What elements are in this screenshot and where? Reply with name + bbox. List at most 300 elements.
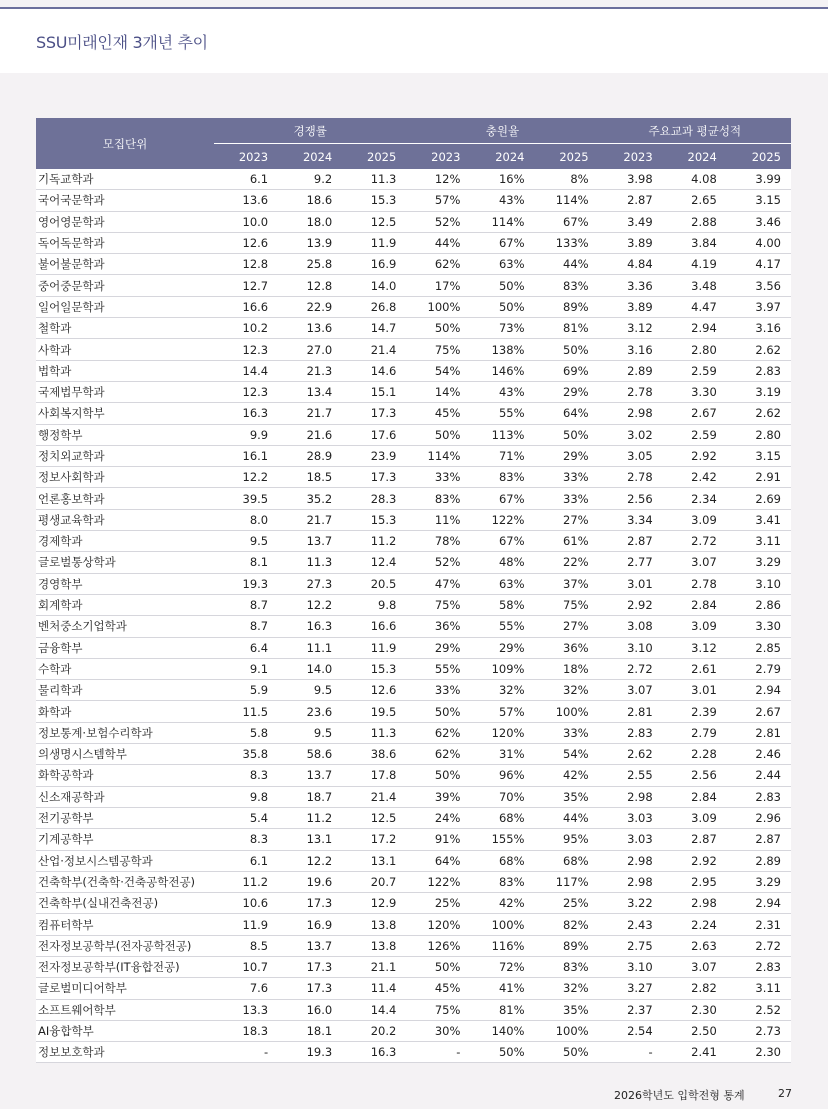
table-cell: 146% xyxy=(470,360,534,381)
department-name: 전기공학부 xyxy=(36,807,214,828)
table-row xyxy=(36,658,791,679)
table-cell: 3.05 xyxy=(599,445,663,466)
table-cell: 2.80 xyxy=(727,424,791,445)
table-cell: 2.63 xyxy=(663,935,727,956)
table-cell: 67% xyxy=(470,531,534,552)
table-cell: 21.1 xyxy=(342,956,406,977)
department-name: 글로벌미디어학부 xyxy=(36,978,214,999)
table-cell: 2.30 xyxy=(663,999,727,1020)
table-cell: 3.89 xyxy=(599,232,663,253)
table-cell: 28.3 xyxy=(342,488,406,509)
department-name: 신소재공학과 xyxy=(36,786,214,807)
table-cell: 36% xyxy=(406,616,470,637)
table-cell: 3.08 xyxy=(599,616,663,637)
department-name: 정보사회학과 xyxy=(36,467,214,488)
department-name: 회계학과 xyxy=(36,594,214,615)
table-cell: 8.7 xyxy=(214,594,278,615)
table-cell: 3.07 xyxy=(599,680,663,701)
table-cell: 18.1 xyxy=(278,1020,342,1041)
table-cell: 2.83 xyxy=(599,722,663,743)
table-cell: 12.8 xyxy=(214,254,278,275)
table-cell: 16.6 xyxy=(214,296,278,317)
table-cell: 16.9 xyxy=(278,914,342,935)
department-name: 화학과 xyxy=(36,701,214,722)
table-cell: 14.0 xyxy=(278,658,342,679)
department-name: 수학과 xyxy=(36,658,214,679)
table-cell: 15.1 xyxy=(342,381,406,402)
table-cell: 67% xyxy=(470,232,534,253)
group-header-fill-rate: 충원율 xyxy=(406,118,598,144)
table-cell: 2.78 xyxy=(599,381,663,402)
table-cell: 30% xyxy=(406,1020,470,1041)
department-name: 건축학부(실내건축전공) xyxy=(36,893,214,914)
table-cell: 2.98 xyxy=(599,871,663,892)
table-cell: 2.37 xyxy=(599,999,663,1020)
table-cell: 50% xyxy=(406,318,470,339)
table-cell: 114% xyxy=(406,445,470,466)
table-cell: 15.3 xyxy=(342,658,406,679)
table-cell: 14% xyxy=(406,381,470,402)
department-name: 경영학부 xyxy=(36,573,214,594)
table-cell: 27.3 xyxy=(278,573,342,594)
table-cell: 2.89 xyxy=(599,360,663,381)
table-cell: 10.7 xyxy=(214,956,278,977)
page-title: SSU미래인재 3개년 추이 xyxy=(36,33,208,52)
table-cell: 9.5 xyxy=(214,531,278,552)
table-cell: 81% xyxy=(470,999,534,1020)
table-cell: 17.3 xyxy=(342,403,406,424)
table-cell: 89% xyxy=(535,296,599,317)
table-cell: 2.92 xyxy=(663,850,727,871)
table-cell: 96% xyxy=(470,765,534,786)
table-cell: 4.19 xyxy=(663,254,727,275)
department-name: 글로벌통상학과 xyxy=(36,552,214,573)
table-cell: 3.99 xyxy=(727,169,791,190)
table-row xyxy=(36,573,791,594)
table-cell: 13.9 xyxy=(278,232,342,253)
table-row xyxy=(36,381,791,402)
department-name: 물리학과 xyxy=(36,680,214,701)
table-cell: 12.3 xyxy=(214,381,278,402)
table-cell: 2.94 xyxy=(727,680,791,701)
table-cell: 113% xyxy=(470,424,534,445)
table-cell: 44% xyxy=(535,807,599,828)
table-row xyxy=(36,403,791,424)
table-cell: 18.5 xyxy=(278,467,342,488)
table-cell: 3.22 xyxy=(599,893,663,914)
table-cell: 2.56 xyxy=(663,765,727,786)
table-body xyxy=(36,169,791,1063)
table-cell: 2.39 xyxy=(663,701,727,722)
table-cell: 117% xyxy=(535,871,599,892)
table-cell: 50% xyxy=(470,296,534,317)
table-cell: 38.6 xyxy=(342,744,406,765)
table-cell: 3.48 xyxy=(663,275,727,296)
admission-stats-table xyxy=(36,118,791,1063)
table-cell: 9.5 xyxy=(278,680,342,701)
table-cell: 2.62 xyxy=(727,403,791,424)
table-cell: 83% xyxy=(535,275,599,296)
table-cell: 3.30 xyxy=(727,616,791,637)
table-cell: 2.59 xyxy=(663,424,727,445)
table-cell: 27% xyxy=(535,616,599,637)
table-row xyxy=(36,190,791,211)
table-row xyxy=(36,211,791,232)
table-cell: 12.4 xyxy=(342,552,406,573)
page-number: 27 xyxy=(778,1087,792,1100)
table-cell: 13.4 xyxy=(278,381,342,402)
table-cell: 89% xyxy=(535,935,599,956)
department-name: 국제법무학과 xyxy=(36,381,214,402)
table-cell: 50% xyxy=(406,701,470,722)
table-cell: 2.44 xyxy=(727,765,791,786)
table-cell: 57% xyxy=(406,190,470,211)
table-cell: 14.4 xyxy=(214,360,278,381)
table-cell: 2.31 xyxy=(727,914,791,935)
table-cell: 9.8 xyxy=(342,594,406,615)
table-cell: 3.07 xyxy=(663,956,727,977)
table-row xyxy=(36,978,791,999)
table-cell: 62% xyxy=(406,744,470,765)
table-cell: 100% xyxy=(535,1020,599,1041)
table-cell: 43% xyxy=(470,381,534,402)
table-cell: 2.50 xyxy=(663,1020,727,1041)
table-cell: 39.5 xyxy=(214,488,278,509)
table-cell: 29% xyxy=(406,637,470,658)
table-cell: 18.0 xyxy=(278,211,342,232)
table-cell: 13.7 xyxy=(278,531,342,552)
table-row xyxy=(36,169,791,190)
table-cell: 122% xyxy=(470,509,534,530)
table-cell: 72% xyxy=(470,956,534,977)
table-cell: 2.87 xyxy=(663,829,727,850)
table-row xyxy=(36,744,791,765)
table-cell: 3.15 xyxy=(727,445,791,466)
department-name: 불어불문학과 xyxy=(36,254,214,275)
table-cell: 62% xyxy=(406,254,470,275)
table-cell: 16.1 xyxy=(214,445,278,466)
table-cell: 13.6 xyxy=(214,190,278,211)
table-cell: 2.73 xyxy=(727,1020,791,1041)
table-cell: 3.84 xyxy=(663,232,727,253)
table-row xyxy=(36,531,791,552)
table-cell: 9.5 xyxy=(278,722,342,743)
table-cell: 37% xyxy=(535,573,599,594)
table-cell: 2.92 xyxy=(599,594,663,615)
table-row xyxy=(36,232,791,253)
table-cell: 2.59 xyxy=(663,360,727,381)
table-cell: 26.8 xyxy=(342,296,406,317)
table-cell: 16.3 xyxy=(278,616,342,637)
table-cell: 2.72 xyxy=(599,658,663,679)
year-header: 2023 xyxy=(406,144,470,170)
table-cell: 2.42 xyxy=(663,467,727,488)
table-row xyxy=(36,360,791,381)
year-header: 2024 xyxy=(470,144,534,170)
table-cell: 126% xyxy=(406,935,470,956)
table-cell: 14.6 xyxy=(342,360,406,381)
table-cell: 2.34 xyxy=(663,488,727,509)
table-cell: 5.8 xyxy=(214,722,278,743)
table-row xyxy=(36,722,791,743)
table-cell: 2.95 xyxy=(663,871,727,892)
department-name: 평생교육학과 xyxy=(36,509,214,530)
table-cell: 63% xyxy=(470,254,534,275)
footer-text: 2026학년도 입학전형 통계 xyxy=(614,1089,745,1102)
table-cell: 2.77 xyxy=(599,552,663,573)
table-cell: 17% xyxy=(406,275,470,296)
table-cell: 20.7 xyxy=(342,871,406,892)
table-row xyxy=(36,701,791,722)
department-name: 소프트웨어학부 xyxy=(36,999,214,1020)
table-cell: 3.29 xyxy=(727,871,791,892)
table-cell: 2.91 xyxy=(727,467,791,488)
table-cell: 9.2 xyxy=(278,169,342,190)
table-cell: 70% xyxy=(470,786,534,807)
table-cell: 2.67 xyxy=(727,701,791,722)
table-cell: 18.3 xyxy=(214,1020,278,1041)
table-cell: 45% xyxy=(406,978,470,999)
table-cell: 2.85 xyxy=(727,637,791,658)
table-cell: 3.15 xyxy=(727,190,791,211)
table-cell: 71% xyxy=(470,445,534,466)
table-cell: 2.78 xyxy=(599,467,663,488)
department-name: 중어중문학과 xyxy=(36,275,214,296)
table-cell: 68% xyxy=(470,850,534,871)
year-header: 2024 xyxy=(663,144,727,170)
department-name: 건축학부(건축학·건축공학전공) xyxy=(36,871,214,892)
table-cell: 19.5 xyxy=(342,701,406,722)
table-cell: 3.10 xyxy=(727,573,791,594)
table-cell: 3.01 xyxy=(599,573,663,594)
table-cell: 45% xyxy=(406,403,470,424)
table-row xyxy=(36,850,791,871)
table-cell: 27% xyxy=(535,509,599,530)
table-cell: 64% xyxy=(535,403,599,424)
table-cell: 3.03 xyxy=(599,829,663,850)
table-cell: 55% xyxy=(406,658,470,679)
table-cell: 21.3 xyxy=(278,360,342,381)
table-cell: 3.09 xyxy=(663,616,727,637)
table-cell: 24% xyxy=(406,807,470,828)
table-cell: 3.98 xyxy=(599,169,663,190)
table-cell: 50% xyxy=(470,1042,534,1063)
table-cell: 2.75 xyxy=(599,935,663,956)
department-name: 철학과 xyxy=(36,318,214,339)
table-cell: 11.2 xyxy=(342,531,406,552)
table-cell: 8.0 xyxy=(214,509,278,530)
table-cell: 64% xyxy=(406,850,470,871)
table-cell: 95% xyxy=(535,829,599,850)
table-row xyxy=(36,318,791,339)
table-cell: 8.5 xyxy=(214,935,278,956)
table-cell: 57% xyxy=(470,701,534,722)
table-cell: 100% xyxy=(535,701,599,722)
table-cell: 2.87 xyxy=(727,829,791,850)
table-cell: - xyxy=(214,1042,278,1063)
table-row xyxy=(36,275,791,296)
department-name: 행정학부 xyxy=(36,424,214,445)
table-cell: 19.3 xyxy=(278,1042,342,1063)
department-name: 기계공학부 xyxy=(36,829,214,850)
table-cell: 3.29 xyxy=(727,552,791,573)
department-name: AI융합학부 xyxy=(36,1020,214,1041)
table-cell: 16.0 xyxy=(278,999,342,1020)
table-cell: 2.72 xyxy=(727,935,791,956)
table-cell: 2.98 xyxy=(663,893,727,914)
table-cell: 155% xyxy=(470,829,534,850)
table-row xyxy=(36,935,791,956)
table-cell: 21.4 xyxy=(342,339,406,360)
table-cell: 12.3 xyxy=(214,339,278,360)
table-cell: 73% xyxy=(470,318,534,339)
table-cell: 2.81 xyxy=(599,701,663,722)
table-cell: 11.2 xyxy=(214,871,278,892)
department-name: 금융학부 xyxy=(36,637,214,658)
table-row xyxy=(36,786,791,807)
table-cell: 16.9 xyxy=(342,254,406,275)
table-cell: 13.6 xyxy=(278,318,342,339)
table-cell: 29% xyxy=(535,445,599,466)
table-cell: 48% xyxy=(470,552,534,573)
table-cell: 6.1 xyxy=(214,850,278,871)
table-cell: 50% xyxy=(470,275,534,296)
table-cell: 44% xyxy=(406,232,470,253)
table-cell: 6.4 xyxy=(214,637,278,658)
table-cell: 41% xyxy=(470,978,534,999)
table-cell: 58.6 xyxy=(278,744,342,765)
table-row xyxy=(36,1020,791,1041)
table-row xyxy=(36,616,791,637)
table-cell: 2.84 xyxy=(663,786,727,807)
table-cell: 17.2 xyxy=(342,829,406,850)
table-cell: 3.97 xyxy=(727,296,791,317)
table-cell: 13.1 xyxy=(342,850,406,871)
table-cell: 29% xyxy=(470,637,534,658)
table-cell: 11.9 xyxy=(342,637,406,658)
table-cell: - xyxy=(599,1042,663,1063)
table-cell: 50% xyxy=(535,339,599,360)
table-cell: 116% xyxy=(470,935,534,956)
table-cell: 3.12 xyxy=(599,318,663,339)
table-row xyxy=(36,999,791,1020)
table-row xyxy=(36,637,791,658)
table-cell: 2.98 xyxy=(599,403,663,424)
table-cell: 14.4 xyxy=(342,999,406,1020)
table-cell: 14.7 xyxy=(342,318,406,339)
table-cell: 3.89 xyxy=(599,296,663,317)
table-cell: 5.4 xyxy=(214,807,278,828)
table-cell: 21.6 xyxy=(278,424,342,445)
table-cell: 2.79 xyxy=(727,658,791,679)
table-cell: 33% xyxy=(535,722,599,743)
table-cell: 83% xyxy=(470,467,534,488)
table-cell: 17.3 xyxy=(278,956,342,977)
table-cell: 20.2 xyxy=(342,1020,406,1041)
table-cell: 50% xyxy=(406,424,470,445)
table-cell: 20.5 xyxy=(342,573,406,594)
table-row xyxy=(36,509,791,530)
table-cell: 3.03 xyxy=(599,807,663,828)
unit-header: 모집단위 xyxy=(36,118,214,169)
table-cell: 13.7 xyxy=(278,935,342,956)
table-row xyxy=(36,956,791,977)
table-cell: 31% xyxy=(470,744,534,765)
table-cell: 43% xyxy=(470,190,534,211)
table-cell: 23.9 xyxy=(342,445,406,466)
table-cell: 12.2 xyxy=(278,594,342,615)
table-cell: 39% xyxy=(406,786,470,807)
department-name: 언론홍보학과 xyxy=(36,488,214,509)
department-name: 정보통계·보험수리학과 xyxy=(36,722,214,743)
table-cell: 7.6 xyxy=(214,978,278,999)
table-cell: 83% xyxy=(535,956,599,977)
table-cell: 67% xyxy=(470,488,534,509)
table-cell: 2.94 xyxy=(727,893,791,914)
table-cell: 3.09 xyxy=(663,509,727,530)
table-cell: 3.07 xyxy=(663,552,727,573)
table-cell: 68% xyxy=(535,850,599,871)
table-cell: 3.49 xyxy=(599,211,663,232)
table-cell: 2.81 xyxy=(727,722,791,743)
table-cell: 33% xyxy=(535,488,599,509)
table-cell: 54% xyxy=(535,744,599,765)
table-row xyxy=(36,594,791,615)
year-header: 2023 xyxy=(214,144,278,170)
table-cell: 9.1 xyxy=(214,658,278,679)
table-cell: 3.11 xyxy=(727,531,791,552)
table-row xyxy=(36,552,791,573)
table-cell: 4.47 xyxy=(663,296,727,317)
table-cell: 3.36 xyxy=(599,275,663,296)
year-header: 2024 xyxy=(278,144,342,170)
table-row xyxy=(36,339,791,360)
table-cell: 36% xyxy=(535,637,599,658)
table-cell: 109% xyxy=(470,658,534,679)
table-cell: 27.0 xyxy=(278,339,342,360)
table-cell: 2.78 xyxy=(663,573,727,594)
table-cell: 120% xyxy=(406,914,470,935)
table-cell: 63% xyxy=(470,573,534,594)
table-cell: 4.17 xyxy=(727,254,791,275)
table-cell: 2.46 xyxy=(727,744,791,765)
table-cell: 44% xyxy=(535,254,599,275)
group-header-competition: 경쟁률 xyxy=(214,118,406,144)
table-cell: 17.6 xyxy=(342,424,406,445)
table-cell: 32% xyxy=(535,680,599,701)
table-cell: 33% xyxy=(535,467,599,488)
table-cell: 83% xyxy=(470,871,534,892)
table-cell: 3.16 xyxy=(599,339,663,360)
department-name: 산업·정보시스템공학과 xyxy=(36,850,214,871)
table-row xyxy=(36,1042,791,1063)
table-cell: 11.3 xyxy=(342,169,406,190)
table-cell: 2.28 xyxy=(663,744,727,765)
table-cell: 2.86 xyxy=(727,594,791,615)
table-cell: 16.6 xyxy=(342,616,406,637)
table-cell: 19.3 xyxy=(214,573,278,594)
table-row xyxy=(36,914,791,935)
table-cell: 52% xyxy=(406,552,470,573)
table-cell: 11.9 xyxy=(342,232,406,253)
table-cell: 50% xyxy=(535,424,599,445)
table-cell: 3.27 xyxy=(599,978,663,999)
table-cell: 2.65 xyxy=(663,190,727,211)
table-cell: 62% xyxy=(406,722,470,743)
table-cell: 13.1 xyxy=(278,829,342,850)
table-cell: 55% xyxy=(470,616,534,637)
table-cell: 2.83 xyxy=(727,956,791,977)
